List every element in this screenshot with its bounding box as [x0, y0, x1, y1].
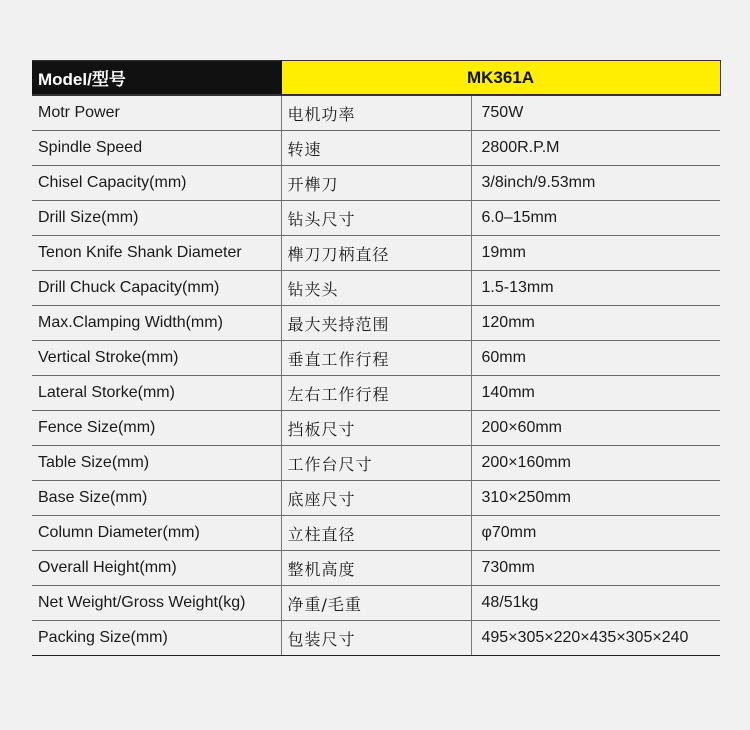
spec-name-en: Vertical Stroke(mm) — [32, 341, 281, 376]
spec-row — [32, 95, 720, 131]
spec-row — [32, 586, 720, 621]
spec-table-body — [32, 61, 720, 656]
model-label: Model/型号 — [32, 61, 281, 96]
spec-row — [32, 551, 720, 586]
spec-row — [32, 166, 720, 201]
spec-value: 200×160mm — [471, 446, 720, 481]
spec-value: 2800R.P.M — [471, 131, 720, 166]
spec-name-zh: 包装尺寸 — [281, 621, 471, 656]
spec-name-en: Base Size(mm) — [32, 481, 281, 516]
spec-name-en: Overall Height(mm) — [32, 551, 281, 586]
header-row — [32, 61, 720, 96]
spec-row — [32, 376, 720, 411]
model-value: MK361A — [281, 61, 720, 96]
spec-value: 19mm — [471, 236, 720, 271]
spec-name-zh: 电机功率 — [281, 95, 471, 131]
spec-value: 730mm — [471, 551, 720, 586]
spec-name-zh: 工作台尺寸 — [281, 446, 471, 481]
spec-name-zh: 挡板尺寸 — [281, 411, 471, 446]
spec-row — [32, 271, 720, 306]
spec-name-zh: 左右工作行程 — [281, 376, 471, 411]
spec-value: 1.5-13mm — [471, 271, 720, 306]
spec-value: 48/51kg — [471, 586, 720, 621]
spec-name-en: Packing Size(mm) — [32, 621, 281, 656]
spec-value: 310×250mm — [471, 481, 720, 516]
spec-table — [32, 60, 721, 656]
spec-name-zh: 净重/毛重 — [281, 586, 471, 621]
spec-name-en: Motr Power — [32, 95, 281, 131]
spec-row — [32, 236, 720, 271]
spec-name-en: Table Size(mm) — [32, 446, 281, 481]
spec-value: 6.0–15mm — [471, 201, 720, 236]
spec-value: 60mm — [471, 341, 720, 376]
spec-value: 495×305×220×435×305×240 — [471, 621, 720, 656]
spec-name-en: Drill Size(mm) — [32, 201, 281, 236]
spec-name-en: Spindle Speed — [32, 131, 281, 166]
spec-name-en: Max.Clamping Width(mm) — [32, 306, 281, 341]
spec-value: φ70mm — [471, 516, 720, 551]
spec-name-en: Column Diameter(mm) — [32, 516, 281, 551]
spec-name-zh: 钻夹头 — [281, 271, 471, 306]
spec-name-zh: 垂直工作行程 — [281, 341, 471, 376]
spec-value: 3/8inch/9.53mm — [471, 166, 720, 201]
spec-value: 750W — [471, 95, 720, 131]
spec-name-en: Net Weight/Gross Weight(kg) — [32, 586, 281, 621]
spec-value: 200×60mm — [471, 411, 720, 446]
spec-value: 140mm — [471, 376, 720, 411]
spec-row — [32, 306, 720, 341]
spec-name-zh: 榫刀刀柄直径 — [281, 236, 471, 271]
spec-name-zh: 底座尺寸 — [281, 481, 471, 516]
spec-name-zh: 最大夹持范围 — [281, 306, 471, 341]
spec-row — [32, 131, 720, 166]
spec-name-en: Tenon Knife Shank Diameter — [32, 236, 281, 271]
spec-name-en: Drill Chuck Capacity(mm) — [32, 271, 281, 306]
spec-name-en: Lateral Storke(mm) — [32, 376, 281, 411]
spec-name-en: Fence Size(mm) — [32, 411, 281, 446]
spec-name-zh: 转速 — [281, 131, 471, 166]
spec-name-zh: 开榫刀 — [281, 166, 471, 201]
spec-row — [32, 516, 720, 551]
spec-name-zh: 立柱直径 — [281, 516, 471, 551]
spec-row — [32, 446, 720, 481]
spec-name-en: Chisel Capacity(mm) — [32, 166, 281, 201]
spec-row — [32, 481, 720, 516]
spec-row — [32, 201, 720, 236]
spec-name-zh: 整机高度 — [281, 551, 471, 586]
spec-row — [32, 341, 720, 376]
spec-value: 120mm — [471, 306, 720, 341]
spec-row — [32, 621, 720, 656]
spec-row — [32, 411, 720, 446]
spec-name-zh: 钻头尺寸 — [281, 201, 471, 236]
